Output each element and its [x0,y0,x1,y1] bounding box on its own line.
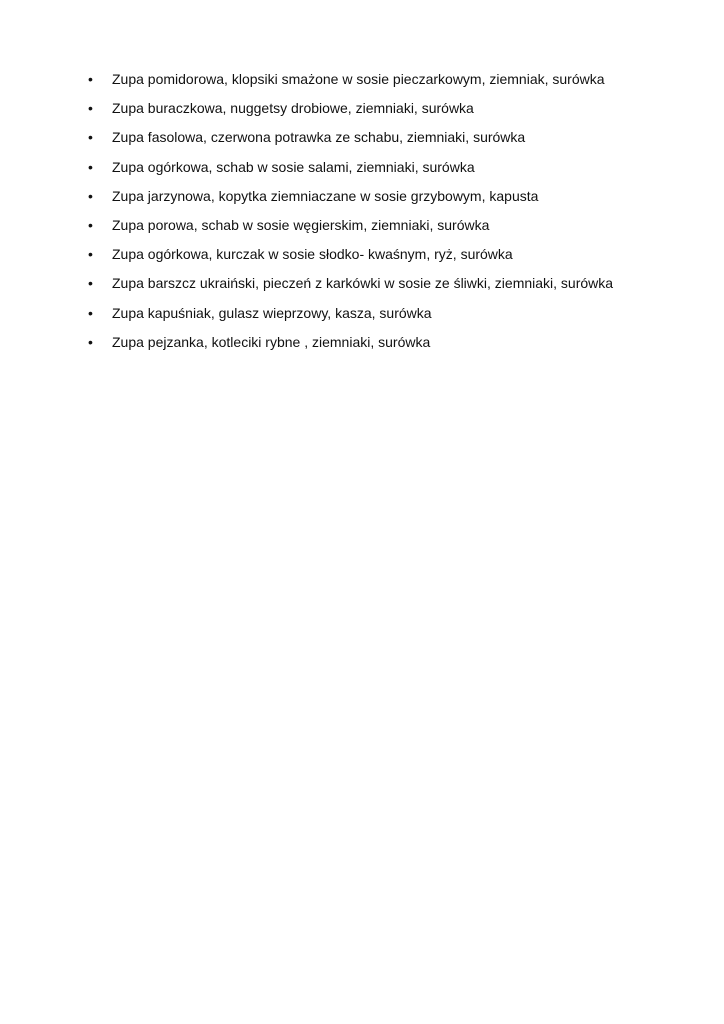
bullet-icon: • [88,304,93,321]
bullet-icon: • [88,187,93,204]
bullet-icon: • [88,275,93,292]
list-item-text: Zupa ogórkowa, kurczak w sosie słodko- kwaśnym, ryż, surówka [112,246,513,263]
list-item-text: Zupa kapuśniak, gulasz wieprzowy, kasza, surówka [112,304,432,321]
bullet-icon: • [88,246,93,263]
list-item-text: Zupa fasolowa, czerwona potrawka ze schabu, ziemniaki, surówka [112,129,526,146]
bullet-icon: • [88,333,93,350]
bullet-icon: • [88,216,93,233]
list-item-text: Zupa ogórkowa, schab w sosie salami, ziemniaki, surówka [112,158,475,175]
list-item-text: Zupa pejzanka, kotleciki rybne , ziemniaki, surówka [112,333,431,350]
bullet-icon: • [88,71,93,87]
bullet-icon: • [88,158,93,175]
list-item-text: Zupa jarzynowa, kopytka ziemniaczane w sosie grzybowym, kapusta [112,187,539,204]
list-item-text: Zupa buraczkowa, nuggetsy drobiowe, ziemniaki, surówka [112,100,474,117]
list-item-text: Zupa porowa, schab w sosie węgierskim, ziemniaki, surówka [112,216,490,233]
bullet-icon: • [88,129,93,146]
list-item-text: Zupa pomidorowa, klopsiki smażone w sosie pieczarkowym, ziemniak, surówka [112,71,605,87]
list-item-text: Zupa barszcz ukraiński, pieczeń z karkówki w sosie ze śliwki, ziemniaki, surówka [112,275,614,292]
bullet-icon: • [88,100,93,117]
